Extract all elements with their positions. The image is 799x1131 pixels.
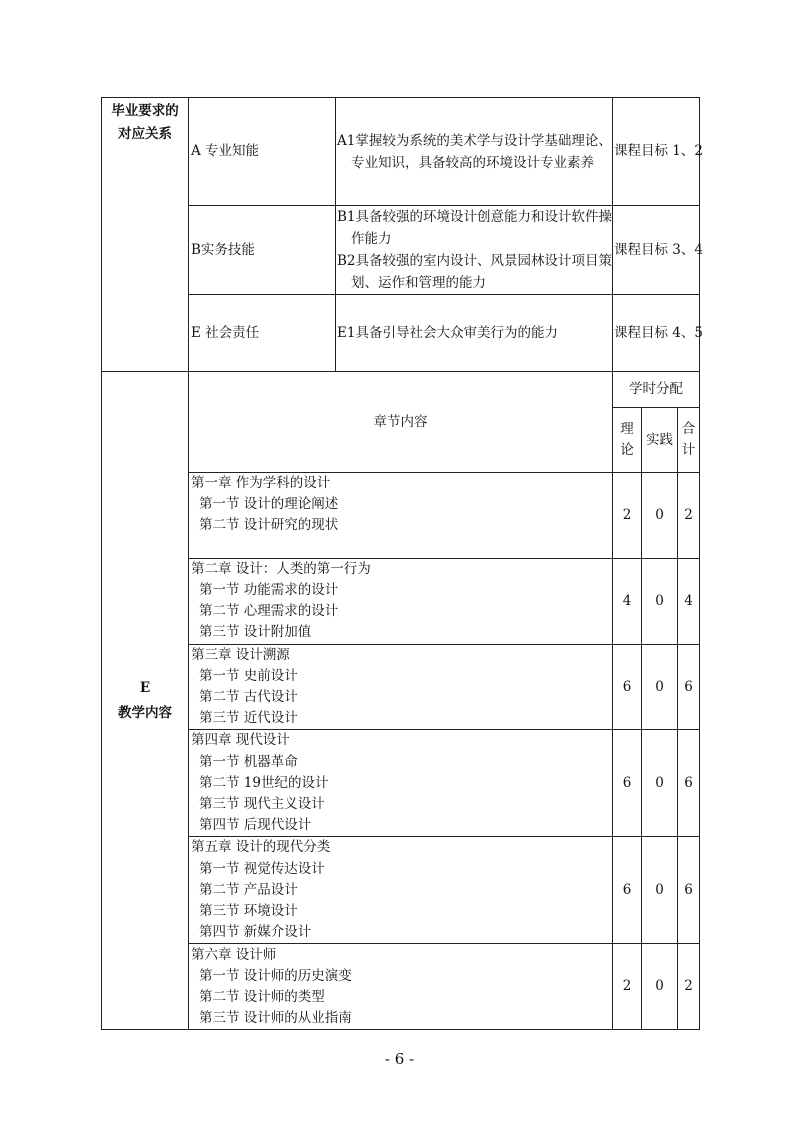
theory-hours: 2: [613, 473, 642, 559]
requirement-cell: [336, 98, 613, 206]
teaching-label-line-1: E: [139, 679, 151, 696]
total-header: [678, 408, 700, 473]
theory-hours: 2: [613, 944, 642, 1030]
chapter-row: [102, 730, 700, 837]
section-item: 第三节 环境设计: [199, 903, 298, 920]
chapter-content-cell: [189, 730, 613, 837]
requirement-item: E1具备引导社会大众审美行为的能力: [337, 325, 558, 341]
grad-row-b: [102, 206, 700, 295]
section-item: 第二节 古代设计: [199, 689, 298, 706]
chapter-content-cell: [189, 644, 613, 730]
chapter-row: [102, 837, 700, 944]
chapter-content-cell: [189, 944, 613, 1030]
section-item: 第四节 后现代设计: [199, 817, 312, 834]
chapter-title: 第一章 作为学科的设计: [191, 475, 331, 491]
total-hours: 4: [678, 558, 700, 644]
total-hours: 6: [678, 644, 700, 730]
section-item: 第四节 新媒介设计: [199, 924, 312, 941]
theory-hours: 6: [613, 644, 642, 730]
chapter-content-cell: [189, 558, 613, 644]
practice-hours: 0: [642, 644, 678, 730]
section-item: 第一节 机器革命: [199, 753, 298, 770]
course-goal-cell: 课程目标 3、4: [613, 206, 700, 295]
teaching-content-label: [102, 372, 189, 1030]
practice-hours: 0: [642, 558, 678, 644]
practice-hours: 0: [642, 473, 678, 559]
section-item: 第三节 设计附加值: [199, 624, 312, 641]
section-item: 第一节 设计师的历史演变: [199, 967, 352, 984]
section-item: 第一节 功能需求的设计: [199, 582, 339, 599]
category-cell: E 社会责任: [189, 295, 336, 372]
total-hours: 2: [678, 473, 700, 559]
theory-hours: 6: [613, 730, 642, 837]
chapter-row: [102, 944, 700, 1030]
course-goal-cell: 课程目标 4、5: [613, 295, 700, 372]
practice-hours: 0: [642, 837, 678, 944]
section-item: 第一节 史前设计: [199, 667, 298, 684]
requirement-cell: [336, 206, 613, 295]
section-item: 第二节 设计师的类型: [199, 988, 325, 1005]
practice-hours: 0: [642, 730, 678, 837]
total-header-line: 计: [681, 442, 696, 458]
chapter-content-cell: [189, 473, 613, 559]
grad-row-e: [102, 295, 700, 372]
theory-hours: 4: [613, 558, 642, 644]
grad-requirement-label: [102, 98, 189, 372]
section-item: 第二节 产品设计: [199, 881, 298, 898]
chapter-title: 第五章 设计的现代分类: [191, 839, 331, 856]
teaching-label-line-2: 教学内容: [118, 704, 172, 721]
syllabus-table: [101, 97, 703, 1030]
theory-hours: 6: [613, 837, 642, 944]
total-hours: 6: [678, 837, 700, 944]
total-hours: 2: [678, 944, 700, 1030]
requirement-item: B2具备较强的室内设计、风景园林设计项目策划、运作和管理的能力: [337, 253, 613, 291]
content-header-row: [102, 372, 700, 408]
section-item: 第一节 设计的理论阐述: [199, 496, 339, 513]
chapter-title: 第二章 设计：人类的第一行为: [191, 560, 371, 577]
requirement-cell: [336, 295, 613, 372]
page-number: - 6 -: [384, 1050, 415, 1068]
grad-label-line-1: 毕业要求的: [111, 103, 179, 119]
theory-header-line: 论: [620, 442, 634, 458]
category-cell: A 专业知能: [189, 98, 336, 206]
section-item: 第三节 设计师的从业指南: [199, 1010, 352, 1027]
chapter-content-cell: [189, 837, 613, 944]
hours-allocation-header: 学时分配: [613, 372, 700, 408]
section-item: 第三节 近代设计: [199, 710, 298, 727]
requirement-item: B1具备较强的环境设计创意能力和设计软件操作能力: [337, 209, 613, 247]
grad-row-a: [102, 98, 700, 206]
chapter-title: 第三章 设计溯源: [191, 646, 290, 663]
course-goal-cell: 课程目标 1、2: [613, 98, 700, 206]
total-header-line: 合: [681, 421, 696, 437]
total-hours: 6: [678, 730, 700, 837]
grad-label-line-2: 对应关系: [118, 126, 172, 142]
category-cell: B实务技能: [189, 206, 336, 295]
section-item: 第二节 19世纪的设计: [199, 774, 329, 791]
section-item: 第二节 设计研究的现状: [199, 517, 339, 534]
chapter-content-header: 章节内容: [189, 372, 613, 473]
section-item: 第三节 现代主义设计: [199, 796, 325, 813]
practice-header: 实践: [642, 408, 678, 473]
chapter-row: [102, 644, 700, 730]
chapter-title: 第四章 现代设计: [191, 732, 290, 749]
section-item: 第一节 视觉传达设计: [199, 860, 325, 877]
chapter-row: [102, 473, 700, 559]
chapter-row: [102, 558, 700, 644]
theory-header-line: 理: [620, 421, 634, 437]
theory-header: [613, 408, 642, 473]
section-item: 第二节 心理需求的设计: [199, 603, 339, 620]
requirement-item: A1掌握较为系统的美术学与设计学基础理论、专业知识，具备较高的环境设计专业素养: [337, 132, 612, 171]
chapter-title: 第六章 设计师: [191, 946, 277, 963]
practice-hours: 0: [642, 944, 678, 1030]
